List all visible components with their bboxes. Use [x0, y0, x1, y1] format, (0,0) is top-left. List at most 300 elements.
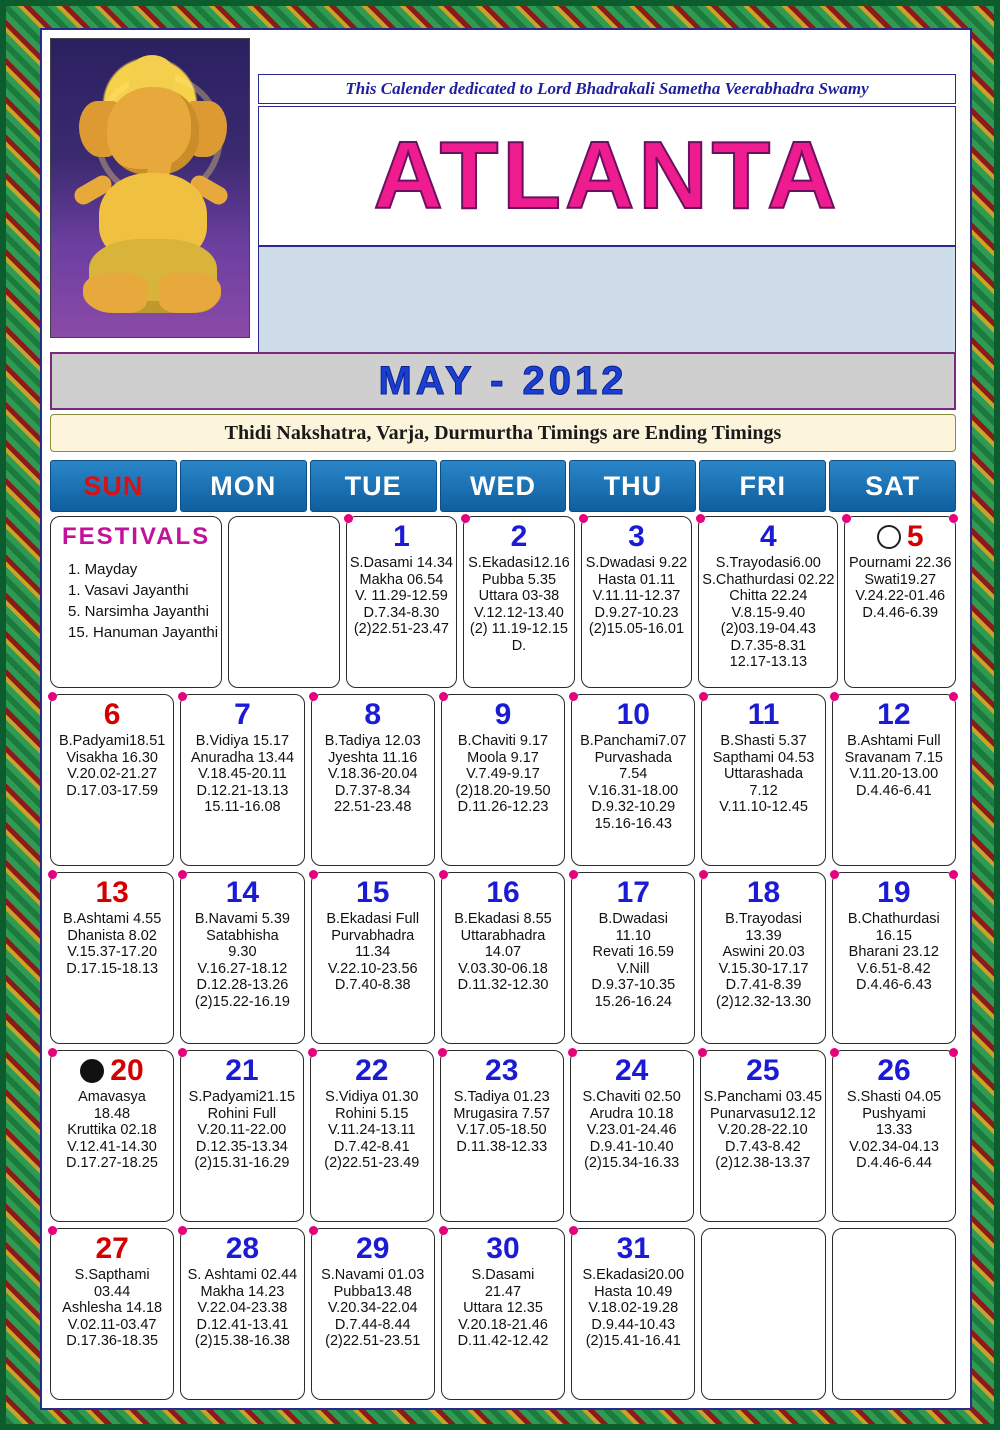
day-detail-line: Rohini Full	[207, 1105, 277, 1122]
day-detail-line: 03.44	[93, 1283, 131, 1300]
day-number: 10	[616, 698, 650, 731]
corner-dot-icon	[48, 1048, 57, 1057]
day-detail-line: D.7.41-8.39	[725, 977, 802, 993]
day-detail-line: 13.33	[875, 1122, 913, 1138]
week-row	[50, 694, 956, 866]
day-details	[575, 911, 691, 1010]
day-number: 12	[877, 698, 911, 731]
day-detail-line: 13.39	[745, 927, 782, 944]
day-detail-line: (2)03.19-04.43	[720, 621, 816, 637]
day-detail-line: Uttarabhadra	[460, 927, 546, 944]
day-number: 2	[510, 520, 528, 553]
day-cell-28[interactable]	[180, 1228, 304, 1400]
day-detail-line: B.Ekadasi 8.55	[454, 911, 552, 927]
day-detail-line: D.7.43-8.42	[724, 1138, 801, 1155]
day-cell-3[interactable]	[581, 516, 693, 688]
day-number: 14	[225, 876, 260, 909]
week-row	[50, 872, 956, 1044]
corner-dot-icon	[698, 1048, 707, 1057]
day-cell-21[interactable]	[180, 1050, 304, 1222]
day-detail-line: B.Chathurdasi	[847, 911, 940, 927]
day-detail-line: S.Ekadasi20.00	[582, 1267, 685, 1283]
day-details	[315, 733, 431, 816]
day-details	[350, 555, 454, 638]
day-detail-line: V.12.41-14.30	[67, 1138, 157, 1155]
day-detail-line: V.8.15-9.40	[731, 604, 806, 621]
corner-dot-icon	[48, 692, 57, 701]
month-year-text: MAY - 2012	[378, 359, 628, 403]
day-cell-6[interactable]	[50, 694, 174, 866]
day-detail-line: V.11.11-12.37	[592, 588, 681, 604]
festival-item: 1. Mayday	[68, 561, 138, 578]
festivals-cell[interactable]	[50, 516, 222, 688]
day-details	[575, 733, 691, 832]
day-detail-line: D.17.27-18.25	[66, 1155, 158, 1171]
day-detail-line: Pushyami	[862, 1105, 926, 1122]
day-detail-line: Amavasya	[78, 1089, 146, 1105]
day-cell-7[interactable]	[180, 694, 304, 866]
day-detail-line: Uttarashada	[724, 766, 804, 782]
weekday-tue: TUE	[310, 460, 437, 512]
day-number-text: 5	[906, 520, 924, 553]
new-moon-icon	[80, 1059, 104, 1083]
day-detail-line: 7.54	[619, 766, 648, 782]
day-detail-line: 7.12	[749, 782, 778, 799]
day-number: 27	[95, 1232, 129, 1265]
day-number: 18	[746, 876, 781, 909]
day-number: 7	[234, 698, 251, 731]
day-number: 24	[614, 1054, 649, 1087]
timings-note	[50, 414, 956, 452]
corner-dot-icon	[438, 1048, 447, 1057]
empty-day-cell	[832, 1228, 956, 1400]
day-detail-line: S.Shasti 04.05	[846, 1089, 942, 1105]
day-detail-line: (2)15.41-16.41	[585, 1333, 681, 1349]
day-detail-line: S.Dasami	[471, 1267, 535, 1283]
day-detail-line: V.02.34-04.13	[849, 1138, 939, 1155]
day-detail-line: Arudra 10.18	[589, 1105, 674, 1122]
day-detail-line: V.15.30-17.17	[718, 960, 809, 977]
day-detail-line: V.11.20-13.00	[849, 766, 939, 782]
day-number: 23	[485, 1054, 519, 1087]
day-details	[314, 1089, 430, 1172]
day-detail-line: B.Panchami7.07	[580, 733, 687, 749]
corner-dot-icon	[308, 1048, 317, 1057]
day-cell-14[interactable]	[180, 872, 304, 1044]
day-detail-line: Makha 14.23	[200, 1283, 285, 1300]
day-number: 4	[759, 520, 777, 553]
day-detail-line: V.18.02-19.28	[588, 1300, 679, 1316]
calendar-header	[42, 30, 970, 444]
day-detail-line: Anuradha 13.44	[190, 749, 295, 766]
day-cell-10[interactable]	[571, 694, 695, 866]
day-detail-line: Pournami 22.36	[849, 555, 952, 571]
day-detail-line: D.12.28-13.26	[196, 977, 289, 993]
day-details	[54, 733, 170, 799]
day-cell-12[interactable]	[832, 694, 956, 866]
day-detail-line: V.20.34-22.04	[327, 1300, 418, 1316]
day-detail-line: Punarvasu12.12	[710, 1105, 816, 1122]
day-detail-line: (2)12.38-13.37	[715, 1155, 811, 1171]
day-cell-8[interactable]	[311, 694, 435, 866]
corner-dot-icon	[949, 514, 958, 523]
week-row	[50, 1050, 956, 1222]
day-detail-line: B.Dwadasi	[598, 911, 668, 927]
day-detail-line: 22.51-23.48	[334, 799, 412, 815]
day-detail-line: S.Trayodasi6.00	[715, 555, 821, 571]
day-number: 31	[616, 1232, 650, 1265]
day-detail-line: S. Ashtami 02.44	[187, 1267, 298, 1283]
day-detail-line: Ashlesha 14.18	[62, 1300, 163, 1316]
day-detail-line: S.Panchami 03.45	[703, 1089, 823, 1105]
day-detail-line: D.7.42-8.41	[333, 1138, 410, 1155]
day-detail-line: Sravanam 7.15	[844, 749, 943, 766]
day-details	[184, 733, 300, 816]
day-detail-line: V.18.36-20.04	[327, 766, 418, 782]
day-details	[467, 555, 571, 654]
day-detail-line: D.7.44-8.44	[334, 1316, 411, 1333]
day-detail-line: S.Dwadasi 9.22	[585, 555, 688, 571]
day-number	[848, 521, 952, 553]
day-detail-line: 15.16-16.43	[594, 815, 672, 832]
day-detail-line: B.Trayodasi	[725, 911, 802, 927]
day-detail-line: Chitta 22.24	[729, 588, 808, 604]
day-detail-line: S.Ekadasi12.16	[468, 555, 570, 571]
day-cell-26[interactable]	[832, 1050, 956, 1222]
day-detail-line: Pubba13.48	[333, 1283, 412, 1300]
day-number: 1	[393, 520, 410, 553]
day-details	[705, 733, 821, 816]
day-number: 9	[494, 698, 512, 731]
day-number	[54, 1055, 170, 1087]
day-number: 26	[877, 1054, 911, 1087]
day-detail-line: D.12.41-13.41	[196, 1316, 289, 1333]
day-detail-line: D.17.15-18.13	[66, 960, 159, 977]
corner-dot-icon	[830, 692, 839, 701]
day-detail-line: Visakha 16.30	[66, 749, 158, 766]
day-detail-line: S.Tadiya 01.23	[453, 1089, 550, 1105]
corner-dot-icon	[309, 1226, 318, 1235]
month-year-banner	[50, 352, 956, 410]
day-detail-line: 18.48	[93, 1105, 131, 1122]
day-detail-line: Rohini 5.15	[335, 1105, 409, 1122]
day-detail-line: D.11.38-12.33	[456, 1138, 548, 1155]
day-detail-line: V.6.51-8.42	[857, 960, 931, 977]
day-detail-line: Kruttika 02.18	[67, 1122, 157, 1138]
day-cell-20[interactable]	[50, 1050, 174, 1222]
day-detail-line: V.20.28-22.10	[717, 1122, 808, 1138]
day-number: 25	[746, 1054, 780, 1087]
city-title	[258, 106, 956, 246]
week-row	[50, 516, 956, 688]
day-details	[54, 1089, 170, 1172]
day-detail-line: V. 11.29-12.59	[355, 588, 448, 604]
day-detail-line: D.9.37-10.35	[591, 977, 676, 993]
day-detail-line: D.	[511, 637, 527, 654]
day-detail-line: S.Navami 01.03	[321, 1267, 425, 1283]
day-detail-line: B.Ashtami 4.55	[62, 911, 162, 927]
day-detail-line: B.Ekadasi Full	[326, 911, 420, 927]
festival-item: 15. Hanuman Jayanthi	[68, 624, 219, 641]
day-detail-line: V.7.49-9.17	[466, 766, 540, 782]
day-details	[585, 555, 689, 638]
day-detail-line: (2)22.51-23.51	[325, 1333, 421, 1349]
day-detail-line: D.9.41-10.40	[589, 1138, 674, 1155]
day-number: 17	[616, 876, 650, 909]
day-detail-line: V.18.45-20.11	[198, 766, 287, 782]
day-detail-line: (2)15.34-16.33	[584, 1155, 680, 1171]
day-detail-line: D.12.21-13.13	[196, 782, 289, 799]
corner-dot-icon	[949, 1048, 958, 1057]
festivals-list	[54, 559, 218, 643]
corner-dot-icon	[344, 514, 353, 523]
day-detail-line: Hasta 01.11	[597, 571, 676, 588]
day-number: 3	[628, 520, 645, 553]
day-detail-line: V.20.18-21.46	[458, 1316, 548, 1333]
day-detail-line: D.4.46-6.39	[862, 604, 939, 621]
day-detail-line: Revati 16.59	[592, 944, 674, 960]
day-detail-line: D.9.44-10.43	[591, 1316, 676, 1333]
day-detail-line: Pubba 5.35	[481, 571, 557, 588]
weekday-fri: FRI	[699, 460, 826, 512]
day-detail-line: 16.15	[875, 927, 912, 944]
day-detail-line: 12.17-13.13	[729, 654, 808, 670]
day-cell-9[interactable]	[441, 694, 565, 866]
day-detail-line: B.Chaviti 9.17	[457, 733, 549, 749]
day-detail-line: 11.10	[615, 927, 651, 944]
day-cell-13[interactable]	[50, 872, 174, 1044]
corner-dot-icon	[439, 1226, 448, 1235]
day-details	[315, 911, 431, 994]
blank-info-panel	[258, 246, 956, 354]
day-detail-line: (2)18.20-19.50	[455, 782, 551, 799]
day-details	[848, 555, 952, 621]
day-number: 6	[103, 698, 121, 731]
day-details	[836, 733, 952, 799]
ganesha-image	[50, 38, 250, 338]
corner-dot-icon	[568, 1048, 577, 1057]
weekday-mon: MON	[180, 460, 307, 512]
day-detail-line: 9.30	[228, 944, 257, 960]
day-number: 30	[486, 1232, 520, 1265]
day-detail-line: V.16.31-18.00	[588, 782, 679, 799]
day-detail-line: Purvabhadra	[331, 927, 415, 944]
festivals-title: FESTIVALS	[61, 523, 211, 550]
day-number: 11	[747, 698, 780, 731]
day-number: 22	[355, 1054, 389, 1087]
day-detail-line: 14.07	[484, 944, 522, 960]
day-detail-line: Aswini 20.03	[722, 944, 805, 960]
day-details	[702, 555, 834, 671]
day-detail-line: (2)15.05-16.01	[588, 621, 685, 637]
day-detail-line: D.7.34-8.30	[363, 604, 440, 621]
day-details	[574, 1089, 690, 1172]
day-detail-line: S.Vidiya 01.30	[325, 1089, 419, 1105]
day-cell-25[interactable]	[700, 1050, 827, 1222]
day-detail-line: V.22.10-23.56	[327, 960, 418, 977]
day-detail-line: Jyeshta 11.16	[328, 749, 418, 766]
day-detail-line: 21.47	[484, 1283, 522, 1300]
day-detail-line: Uttara 03-38	[478, 588, 560, 604]
weekday-sat: SAT	[829, 460, 956, 512]
day-detail-line: V.16.27-18.12	[197, 960, 288, 977]
day-cell-11[interactable]	[701, 694, 825, 866]
day-detail-line: D.12.35-13.34	[195, 1138, 288, 1155]
day-detail-line: 15.11-16.08	[204, 799, 281, 815]
day-cell-24[interactable]	[570, 1050, 694, 1222]
corner-dot-icon	[949, 692, 958, 701]
festival-item: 5. Narsimha Jayanthi	[68, 603, 209, 620]
day-detail-line: V.23.01-24.46	[586, 1122, 677, 1138]
day-detail-line: B.Shasti 5.37	[720, 733, 807, 749]
day-detail-line: (2)15.22-16.19	[194, 993, 290, 1010]
day-detail-line: 11.34	[355, 944, 391, 960]
day-detail-line: Swati19.27	[864, 571, 937, 588]
day-details	[445, 1267, 561, 1350]
day-detail-line: S.Chathurdasi 02.22	[702, 571, 835, 588]
day-detail-line: D.11.32-12.30	[457, 977, 549, 993]
day-details	[445, 911, 561, 994]
corner-dot-icon	[309, 692, 318, 701]
corner-dot-icon	[48, 870, 57, 879]
calendar-grid	[50, 516, 956, 1400]
day-detail-line: D.11.42-12.42	[457, 1333, 549, 1349]
day-cell-15[interactable]	[311, 872, 435, 1044]
day-number: 29	[356, 1232, 390, 1265]
full-moon-icon	[877, 525, 901, 549]
day-detail-line: Moola 9.17	[467, 749, 539, 766]
day-detail-line: V.24.22-01.46	[855, 588, 946, 604]
day-number: 8	[364, 698, 382, 731]
day-detail-line: (2)22.51-23.49	[324, 1155, 420, 1171]
day-details	[184, 1089, 300, 1172]
day-details	[315, 1267, 431, 1350]
day-number: 19	[877, 876, 911, 909]
day-detail-line: V.Nill	[617, 960, 650, 977]
timings-note-text: Thidi Nakshatra, Varja, Durmurtha Timings are Ending Timings	[224, 422, 782, 444]
day-detail-line: V.11.10-12.45	[719, 799, 808, 815]
day-detail-line: (2)22.51-23.47	[353, 621, 449, 637]
day-detail-line: B.Tadiya 12.03	[324, 733, 421, 749]
day-detail-line: V.20.11-22.00	[197, 1122, 287, 1138]
day-cell-27[interactable]	[50, 1228, 174, 1400]
day-detail-line: D.9.32-10.29	[591, 799, 676, 815]
day-number: 28	[225, 1232, 260, 1265]
day-detail-line: 15.26-16.24	[594, 993, 672, 1010]
day-details	[836, 1089, 952, 1172]
festival-item: 1. Vasavi Jayanthi	[68, 582, 189, 599]
day-detail-line: D.17.03-17.59	[66, 782, 159, 799]
day-cell-31[interactable]	[571, 1228, 695, 1400]
weekday-header	[50, 460, 956, 512]
day-detail-line: V.02.11-03.47	[67, 1316, 157, 1333]
day-number: 16	[486, 876, 520, 909]
day-details	[705, 911, 821, 1010]
day-details	[836, 911, 952, 994]
day-detail-line: Satabhisha	[206, 927, 279, 944]
corner-dot-icon	[579, 514, 588, 523]
day-cell-4[interactable]	[698, 516, 838, 688]
day-detail-line: Makha 06.54	[359, 571, 444, 588]
dedication-text: This Calender dedicated to Lord Bhadrakali Sametha Veerabhadra Swamy	[258, 74, 956, 104]
day-detail-line: B.Navami 5.39	[194, 911, 290, 927]
day-details	[184, 911, 300, 1010]
day-detail-line: B.Ashtami Full	[847, 733, 941, 749]
day-details	[575, 1267, 691, 1350]
day-cell-16[interactable]	[441, 872, 565, 1044]
day-details	[444, 1089, 560, 1155]
day-details	[445, 733, 561, 816]
day-cell-2[interactable]	[463, 516, 575, 688]
day-detail-line: D.7.37-8.34	[334, 782, 411, 799]
weekday-sun: SUN	[50, 460, 177, 512]
day-detail-line: (2)15.38-16.38	[194, 1333, 290, 1349]
city-title-text: ATLANTA	[373, 122, 841, 229]
day-detail-line: Purvashada	[594, 749, 672, 766]
corner-dot-icon	[309, 870, 318, 879]
corner-dot-icon	[48, 1226, 57, 1235]
day-detail-line: S.Sapthami	[74, 1267, 150, 1283]
day-cell-19[interactable]	[832, 872, 956, 1044]
day-detail-line: S.Dasami 14.34	[349, 555, 453, 571]
day-detail-line: D.11.26-12.23	[457, 799, 549, 815]
week-row	[50, 1228, 956, 1400]
day-cell-18[interactable]	[701, 872, 825, 1044]
day-details	[54, 911, 170, 977]
corner-dot-icon	[830, 870, 839, 879]
day-cell-1[interactable]	[346, 516, 458, 688]
empty-day-cell	[701, 1228, 825, 1400]
day-detail-line: (2) 11.19-12.15	[469, 621, 568, 637]
day-detail-line: Uttara 12.35	[463, 1300, 543, 1316]
day-detail-line: Mrugasira 7.57	[453, 1105, 551, 1122]
day-cell-5[interactable]	[844, 516, 956, 688]
day-detail-line: D.17.36-18.35	[66, 1333, 159, 1349]
day-details	[184, 1267, 300, 1350]
corner-dot-icon	[439, 692, 448, 701]
day-detail-line: V.17.05-18.50	[456, 1122, 547, 1138]
day-details	[704, 1089, 823, 1172]
day-detail-line: (2)12.32-13.30	[715, 993, 812, 1010]
day-detail-line: V.11.24-13.11	[327, 1122, 416, 1138]
day-cell-23[interactable]	[440, 1050, 564, 1222]
day-number: 13	[95, 876, 129, 909]
day-detail-line: Dhanista 8.02	[67, 927, 157, 944]
day-detail-line: D.7.40-8.38	[334, 977, 411, 993]
day-number-text: 20	[110, 1054, 144, 1087]
day-detail-line: D.4.46-6.41	[855, 782, 932, 799]
day-detail-line: V.03.30-06.18	[458, 960, 548, 977]
corner-dot-icon	[949, 870, 958, 879]
day-cell-29[interactable]	[311, 1228, 435, 1400]
weekday-wed: WED	[440, 460, 567, 512]
day-detail-line: B.Padyami18.51	[58, 733, 166, 749]
day-detail-line: D.9.27-10.23	[594, 604, 679, 621]
calendar-body	[40, 28, 972, 1410]
day-detail-line: Sapthami 04.53	[712, 749, 815, 766]
weekday-thu: THU	[569, 460, 696, 512]
day-cell-22[interactable]	[310, 1050, 434, 1222]
day-number: 21	[225, 1054, 259, 1087]
day-detail-line: Bharani 23.12	[848, 944, 939, 960]
day-detail-line: (2)15.31-16.29	[194, 1155, 290, 1171]
day-detail-line: V.12.12-13.40	[474, 604, 564, 621]
day-cell-30[interactable]	[441, 1228, 565, 1400]
empty-day-cell	[228, 516, 340, 688]
day-cell-17[interactable]	[571, 872, 695, 1044]
corner-dot-icon	[178, 1048, 187, 1057]
day-detail-line: V.15.37-17.20	[67, 944, 158, 960]
